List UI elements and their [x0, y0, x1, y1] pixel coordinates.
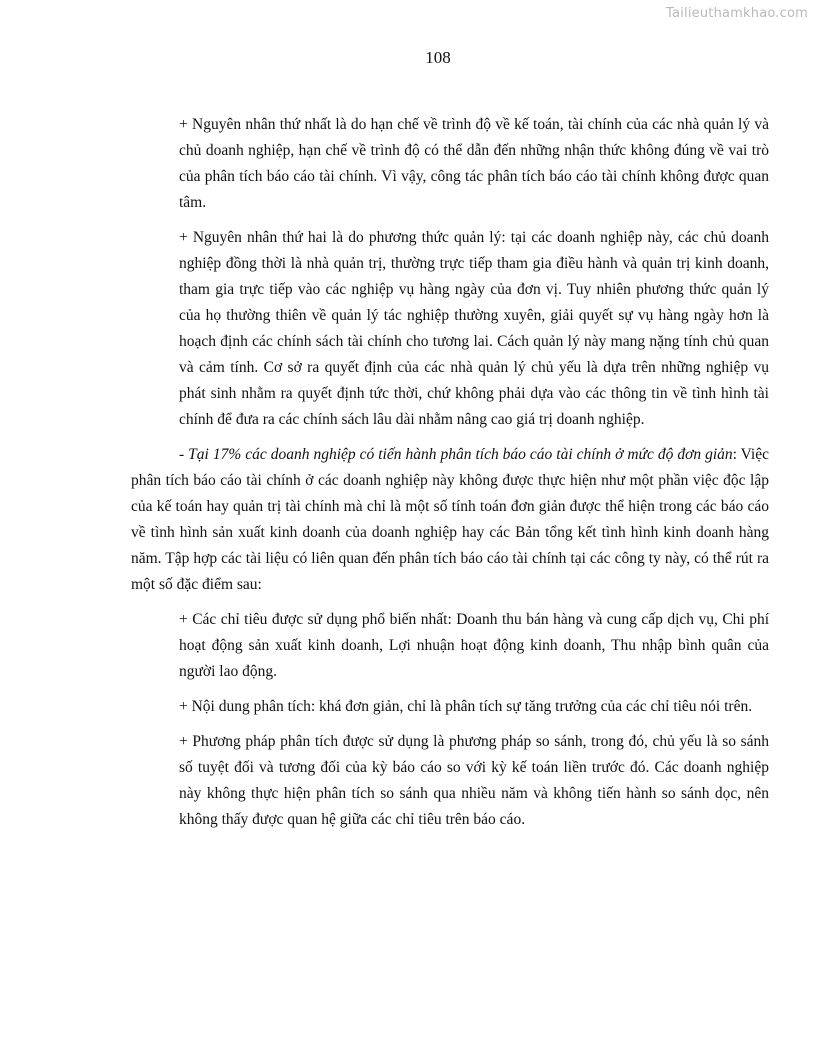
paragraph-reason-1: + Nguyên nhân thứ nhất là do hạn chế về trình độ về kế toán, tài chính của các nhà quản lý và chủ doanh nghiệp, hạn chế về trình độ có thể dẫn đến những nhận thức không đúng về vai trò của phân tích báo cáo tài chính. Vì vậy, công tác phân tích báo cáo tài chính không được quan tâm. — [179, 116, 769, 211]
page-body — [131, 112, 769, 842]
section-body: : Việc phân tích báo cáo tài chính ở các doanh nghiệp này không được thực hiện như một phần việc độc lập của kế toán hay quản trị tài chính mà chỉ là một số tính toán đơn giản được thể hiện trong các báo cáo về tình hình sản xuất kinh doanh của doanh nghiệp hay các Bản tổng kết tình hình kinh doanh hàng năm. Tập hợp các tài liệu có liên quan đến phân tích báo cáo tài chính tại các công ty này, có thể rút ra một số đặc điểm sau: — [131, 446, 769, 593]
paragraph-section-17-percent — [131, 442, 769, 598]
paragraph-reason-2: + Nguyên nhân thứ hai là do phương thức quản lý: tại các doanh nghiệp này, các chủ doanh nghiệp đồng thời là nhà quản trị, thường trực tiếp tham gia điều hành và quản trị kinh doanh, tham gia trực tiếp vào các nghiệp vụ hàng ngày của đơn vị. Tuy nhiên phương thức quản lý của họ thường thiên về quản lý tác nghiệp thường xuyên, giải quyết sự vụ hàng ngày hơn là hoạch định các chính sách tài chính cho tương lai. Cách quản lý này mang nặng tính chủ quan và cảm tính. Cơ sở ra quyết định của các nhà quản lý chủ yếu là dựa trên những nghiệp vụ phát sinh nhằm ra quyết định tức thời, chứ không phải dựa vào các thông tin về tình hình tài chính để đưa ra các chính sách lâu dài nhằm nâng cao giá trị doanh nghiệp. — [179, 229, 769, 428]
paragraph-point-method: + Phương pháp phân tích được sử dụng là phương pháp so sánh, trong đó, chủ yếu là so sánh số tuyệt đối và tương đối của kỳ báo cáo so với kỳ kế toán liền trước đó. Các doanh nghiệp này không thực hiện phân tích so sánh qua nhiều năm và không tiến hành so sánh dọc, nên không thấy được quan hệ giữa các chỉ tiêu trên báo cáo. — [179, 733, 769, 828]
watermark: Tailieuthamkhao.com — [666, 6, 808, 21]
paragraph-point-indicators: + Các chỉ tiêu được sử dụng phổ biến nhất: Doanh thu bán hàng và cung cấp dịch vụ, Chi phí hoạt động sản xuất kinh doanh, Lợi nhuận hoạt động kinh doanh, Thu nhập bình quân của người lao động. — [179, 611, 769, 680]
paragraph-point-content: + Nội dung phân tích: khá đơn giản, chỉ là phân tích sự tăng trưởng của các chỉ tiêu nói trên. — [179, 698, 753, 715]
page-number: 108 — [425, 48, 451, 67]
section-italic-lead: - Tại 17% các doanh nghiệp có tiến hành phân tích báo cáo tài chính ở mức độ đơn giản — [179, 446, 733, 463]
